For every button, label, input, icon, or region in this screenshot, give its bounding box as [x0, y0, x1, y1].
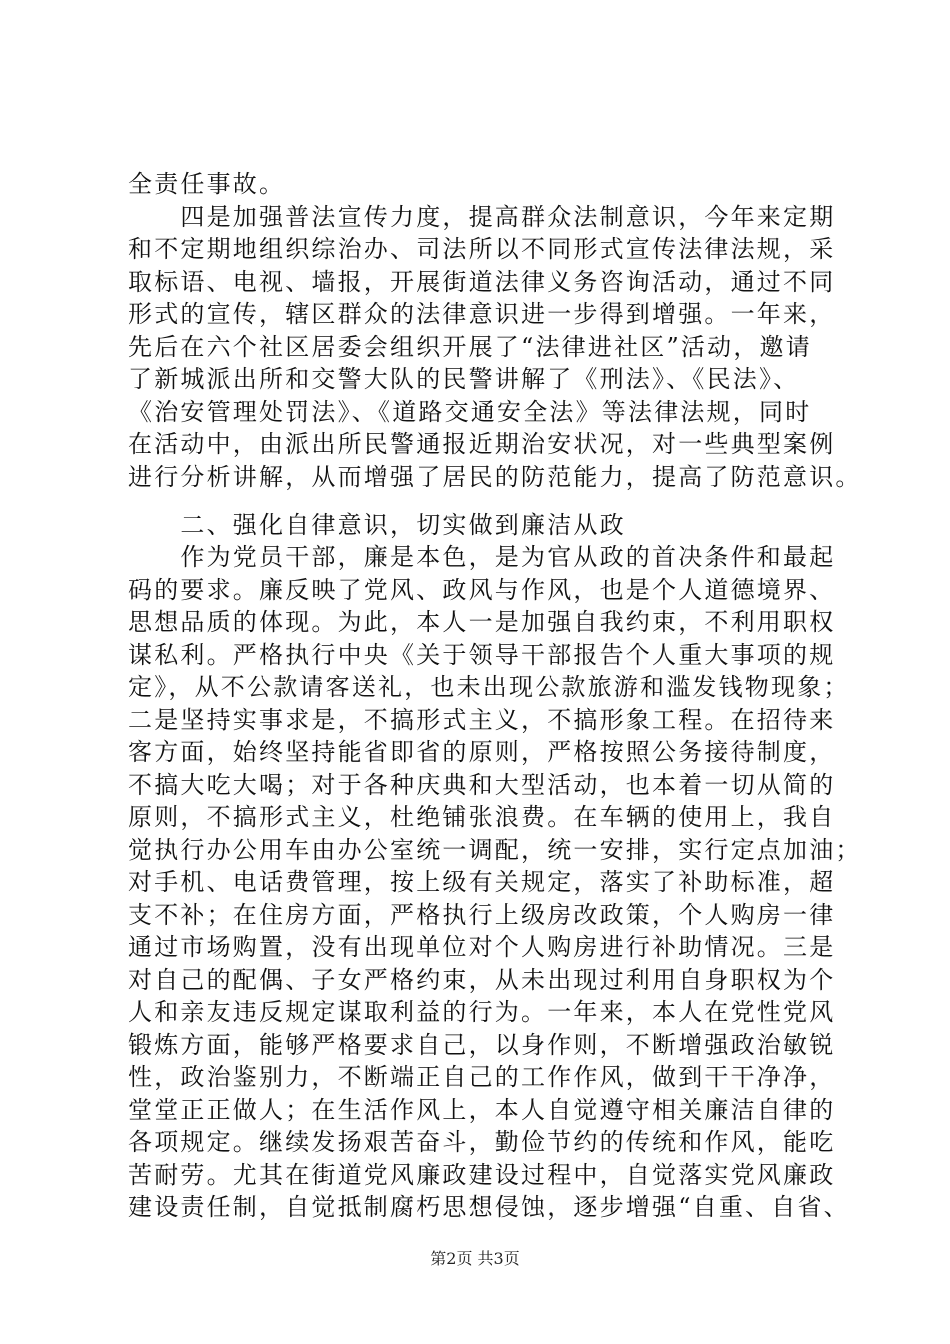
text-line: 建设责任制，自觉抵制腐朽思想侵蚀，逐步增强“自重、自省、 [128, 1193, 850, 1221]
text-line: 对自己的配偶、子女严格约束，从未出现过利用自身职权为个 [128, 965, 836, 994]
text-line: 通过市场购置，没有出现单位对个人购房进行补助情况。三是 [128, 933, 836, 961]
text-line: 定》，从不公款请客送礼，也未出现公款旅游和滥发钱物现象； [128, 673, 850, 701]
text-line: 原则，不搞形式主义，杜绝铺张浪费。在车辆的使用上，我自 [128, 803, 836, 831]
text-line: 取标语、电视、墙报，开展街道法律义务咨询活动，通过不同 [128, 267, 836, 296]
text-line: 性，政治鉴别力，不断端正自己的工作作风，做到干干净净， [128, 1063, 836, 1091]
text-line: 四是加强普法宣传力度，提高群众法制意识，今年来定期 [128, 202, 836, 231]
text-line: 思想品质的体现。为此，本人一是加强自我约束，不利用职权 [128, 608, 836, 636]
text-line: 谋私利。严格执行中央《关于领导干部报告个人重大事项的规 [128, 640, 836, 669]
text-line: 堂堂正正做人；在生活作风上，本人自觉遵守相关廉洁自律的 [128, 1095, 836, 1124]
page-number-footer: 第2页 共3页 [430, 1249, 520, 1268]
text-line: 作为党员干部，廉是本色，是为官从政的首决条件和最起 [128, 543, 836, 571]
paragraph-legal-education [128, 168, 862, 493]
text-line: 了新城派出所和交警大队的民警讲解了《刑法》、《民法》、 [128, 365, 800, 393]
text-line: 人和亲友违反规定谋取利益的行为。一年来，本人在党性党风 [128, 998, 836, 1026]
text-line: 各项规定。继续发扬艰苦奋斗，勤俭节约的传统和作风，能吃 [128, 1128, 836, 1156]
text-line: 进行分析讲解，从而增强了居民的防范能力，提高了防范意识。 [128, 462, 862, 491]
text-line: 全责任事故。 [128, 170, 286, 198]
text-line: 先后在六个社区居委会组织开展了“法律进社区”活动，邀请 [128, 332, 812, 361]
text-line: 支不补；在住房方面，严格执行上级房改政策，个人购房一律 [128, 900, 836, 929]
text-line: 形式的宣传，辖区群众的法律意识进一步得到增强。一年来， [128, 300, 836, 328]
text-line: 不搞大吃大喝；对于各种庆典和大型活动，也本着一切从简的 [128, 770, 836, 799]
text-line: 苦耐劳。尤其在街道党风廉政建设过程中，自觉落实党风廉政 [128, 1160, 836, 1189]
text-line: 《治安管理处罚法》、《道路交通安全法》等法律法规，同时 [128, 397, 812, 426]
section-heading [128, 509, 848, 542]
text-line: 二是坚持实事求是，不搞形式主义，不搞形象工程。在招待来 [128, 705, 836, 734]
text-line: 锻炼方面，能够严格要求自己，以身作则，不断增强政治敏锐 [128, 1030, 836, 1059]
text-line: 和不定期地组织综治办、司法所以不同形式宣传法律法规，采 [128, 235, 836, 263]
paragraph-self-discipline [128, 541, 862, 1224]
section-heading-text: 二、强化自律意识，切实做到廉洁从政 [128, 511, 626, 539]
text-line: 客方面，始终坚持能省即省的原则，严格按照公务接待制度， [128, 738, 836, 766]
text-line: 觉执行办公用车由办公室统一调配，统一安排，实行定点加油； [128, 835, 862, 864]
text-line: 码的要求。廉反映了党风、政风与作风，也是个人道德境界、 [128, 575, 836, 604]
text-line: 在活动中，由派出所民警通报近期治安状况，对一些典型案例 [128, 430, 836, 458]
text-line: 对手机、电话费管理，按上级有关规定，落实了补助标准，超 [128, 868, 836, 896]
